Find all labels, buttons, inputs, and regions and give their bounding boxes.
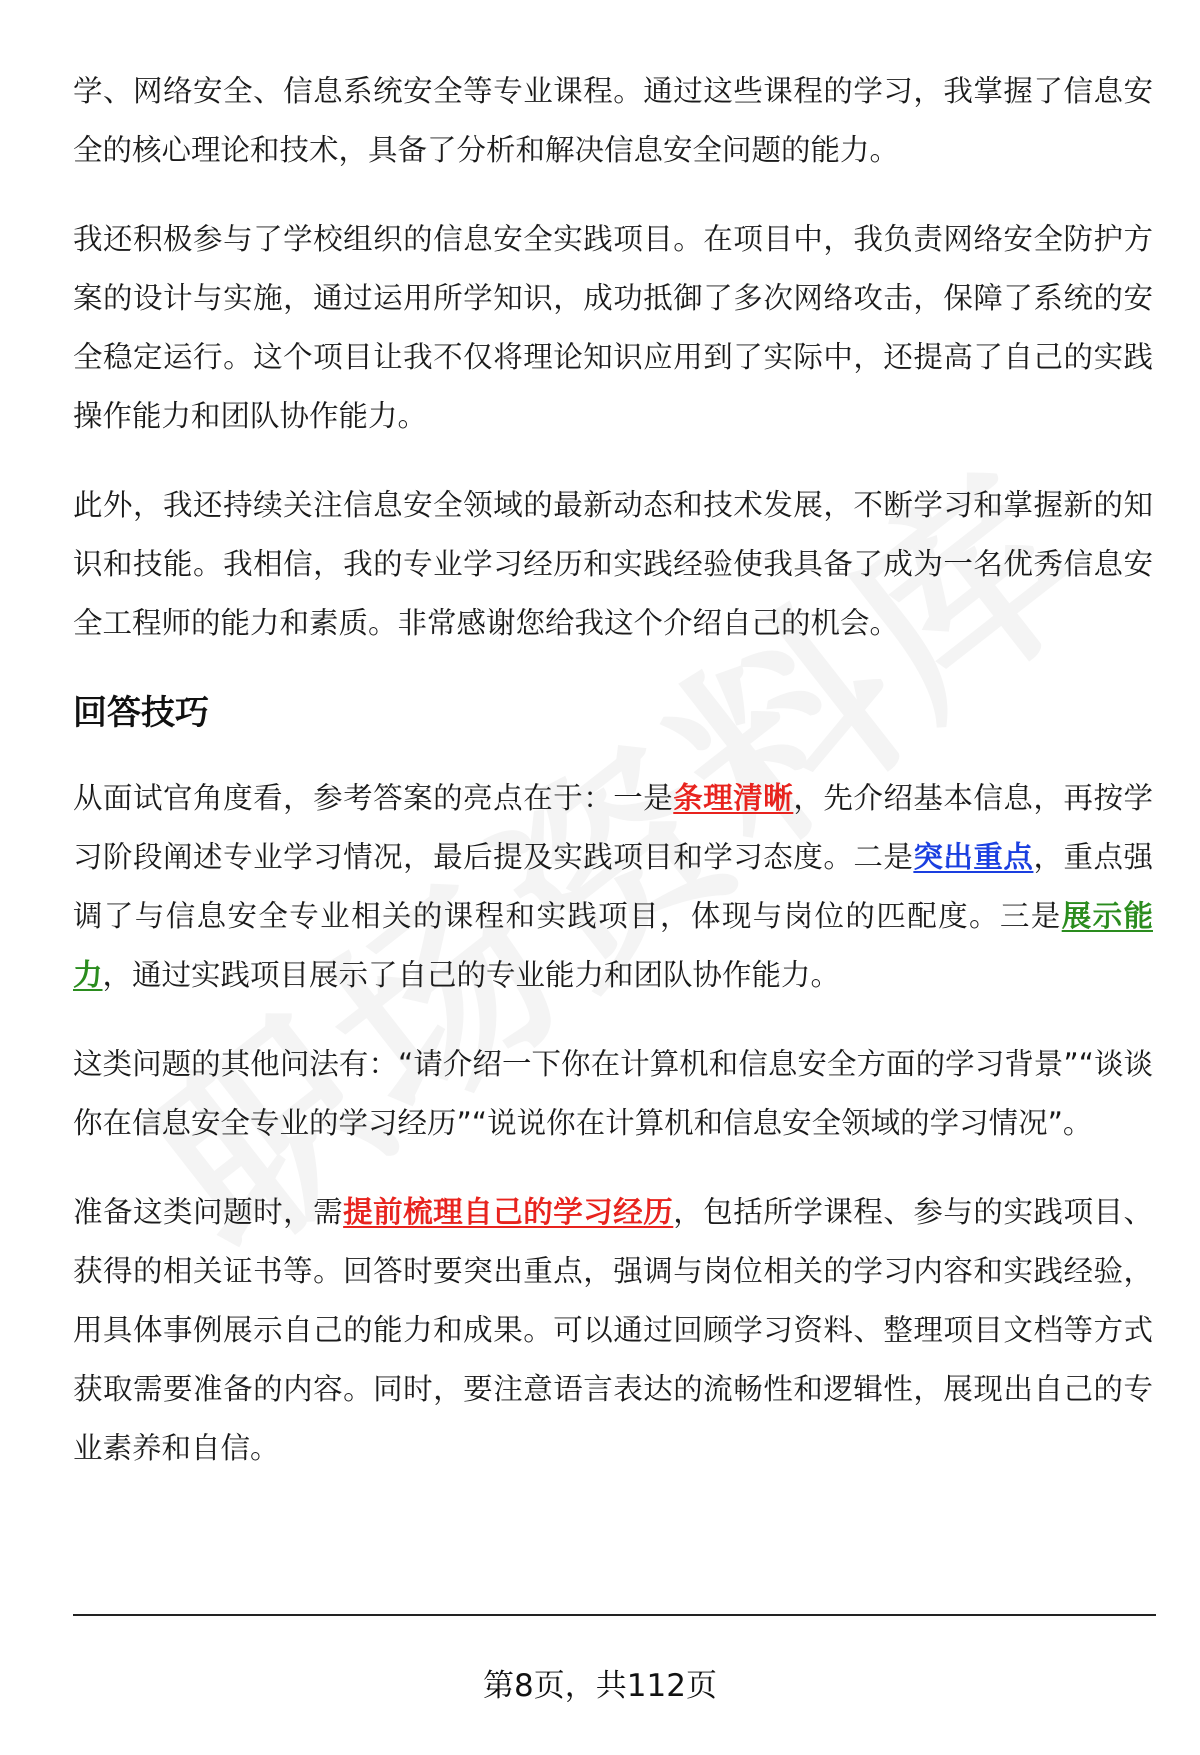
page-number: 第8页，共112页 — [483, 1668, 717, 1704]
text-segment: ，通过实践项目展示了自己的专业能力和团队协作能力。 — [102, 958, 841, 992]
highlight-clear-structure: 条理清晰 — [673, 781, 794, 815]
paragraph-courses: 学、网络安全、信息系统安全等专业课程。通过这些课程的学习，我掌握了信息安全的核心理论和技术，具备了分析和解决信息安全问题的能力。 — [73, 74, 1153, 167]
footer-divider — [73, 1614, 1156, 1616]
text-segment: ，重点强调了与信息安全专业相关的课程和实践项目，体现与岗位的匹配度。三是 — [73, 840, 1153, 933]
document-body — [73, 62, 1153, 1508]
text-segment: 准备这类问题时，需 — [73, 1195, 344, 1229]
highlight-review-experience: 提前梳理自己的学习经历 — [343, 1195, 674, 1229]
text-segment: ，先介绍基本信息，再按学习阶段阐述专业学习情况，最后提及实践项目和学习态度。二是 — [73, 781, 1153, 874]
paragraph-practice-project: 我还积极参与了学校组织的信息安全实践项目。在项目中，我负责网络安全防护方案的设计与实施，通过运用所学知识，成功抵御了多次网络攻击，保障了系统的安全稳定运行。这个项目让我不仅将理论知识应用到了实际中，还提高了自己的实践操作能力和团队协作能力。 — [73, 222, 1153, 433]
highlight-key-points: 突出重点 — [913, 840, 1034, 874]
section-heading: 回答技巧 — [73, 693, 209, 733]
text-segment: ，包括所学课程、参与的实践项目、获得的相关证书等。回答时要突出重点，强调与岗位相关的学习内容和实践经验，用具体事例展示自己的能力和成果。可以通过回顾学习资料、整理项目文档等方式获取需要准备的内容。同时，要注意语言表达的流畅性和逻辑性，展现出自己的专业素养和自信。 — [73, 1195, 1153, 1465]
highlight-show-ability: 展示能力 — [73, 899, 1153, 992]
text-segment: 从面试官角度看，参考答案的亮点在于：一是 — [73, 781, 674, 815]
paragraph-answer-highlights — [73, 769, 1153, 1005]
paragraph-preparation — [73, 1183, 1153, 1478]
paragraph-closing: 此外，我还持续关注信息安全领域的最新动态和技术发展，不断学习和掌握新的知识和技能。我相信，我的专业学习经历和实践经验使我具备了成为一名优秀信息安全工程师的能力和素质。非常感谢您给我这个介绍自己的机会。 — [73, 488, 1153, 640]
paragraph-other-questions: 这类问题的其他问法有：“请介绍一下你在计算机和信息安全方面的学习背景”“谈谈你在信息安全专业的学习经历”“说说你在计算机和信息安全领域的学习情况”。 — [73, 1047, 1153, 1140]
